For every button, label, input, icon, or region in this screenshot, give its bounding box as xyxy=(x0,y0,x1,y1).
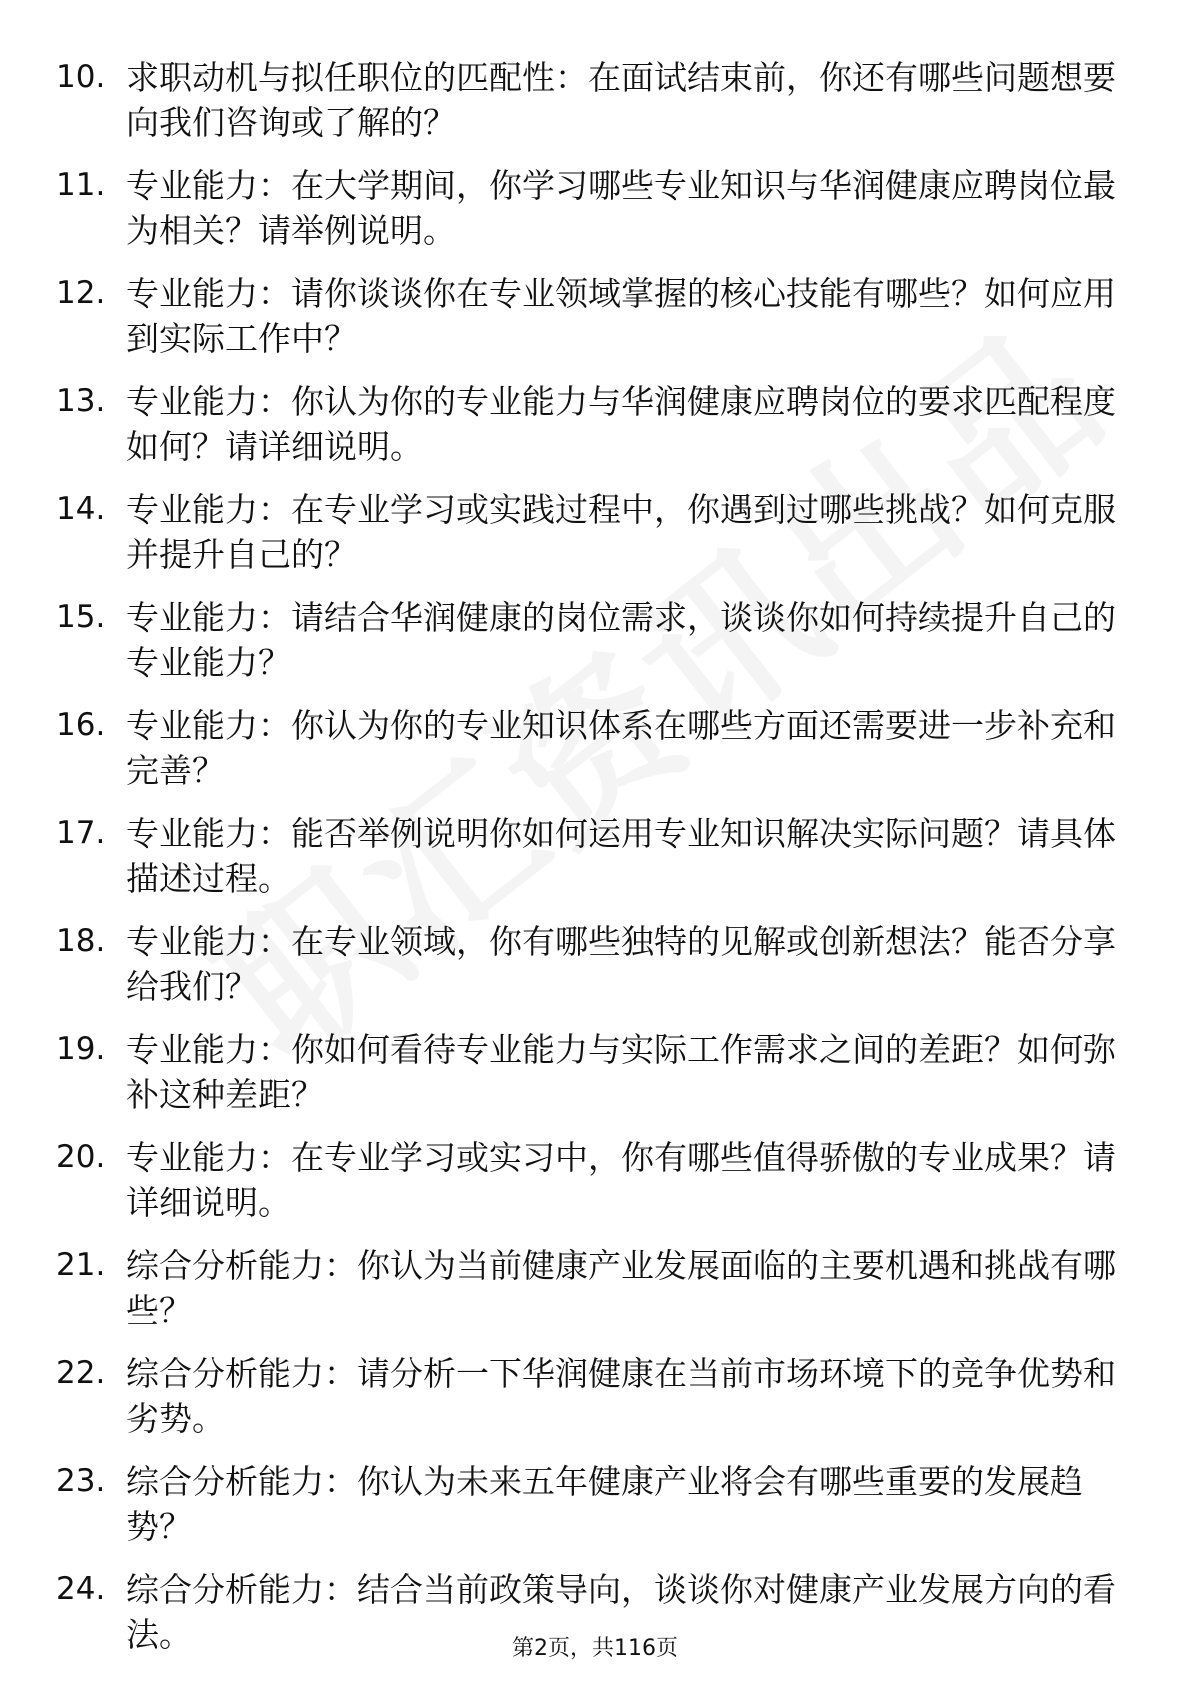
question-item xyxy=(56,1135,1116,1225)
question-text: 专业能力：你认为你的专业知识体系在哪些方面还需要进一步补充和完善？ xyxy=(126,706,1116,790)
question-item xyxy=(56,919,1116,1009)
question-text: 专业能力：在专业学习或实践过程中，你遇到过哪些挑战？如何克服并提升自己的？ xyxy=(126,490,1116,574)
question-number: 15. xyxy=(56,599,106,635)
question-number: 21. xyxy=(56,1247,106,1283)
question-item xyxy=(56,1459,1116,1549)
question-text: 专业能力：能否举例说明你如何运用专业知识解决实际问题？请具体描述过程。 xyxy=(126,814,1116,898)
page-footer xyxy=(0,1631,1190,1662)
question-number: 23. xyxy=(56,1463,106,1499)
question-text: 专业能力：在专业学习或实习中，你有哪些值得骄傲的专业成果？请详细说明。 xyxy=(126,1138,1116,1222)
question-number: 12. xyxy=(56,275,106,311)
question-number: 20. xyxy=(56,1139,106,1175)
question-number: 17. xyxy=(56,815,106,851)
question-item xyxy=(56,1351,1116,1441)
question-item xyxy=(56,379,1116,469)
question-item xyxy=(56,703,1116,793)
question-number: 11. xyxy=(56,167,106,203)
question-number: 14. xyxy=(56,491,106,527)
question-number: 16. xyxy=(56,707,106,743)
question-text: 综合分析能力：结合当前政策导向，谈谈你对健康产业发展方向的看法。 xyxy=(126,1570,1116,1654)
question-item xyxy=(56,811,1116,901)
question-number: 10. xyxy=(56,59,106,95)
question-text: 专业能力：请你谈谈你在专业领域掌握的核心技能有哪些？如何应用到实际工作中？ xyxy=(126,274,1116,358)
question-number: 19. xyxy=(56,1031,106,1067)
question-text: 综合分析能力：你认为当前健康产业发展面临的主要机遇和挑战有哪些？ xyxy=(126,1246,1116,1330)
question-text: 专业能力：你认为你的专业能力与华润健康应聘岗位的要求匹配程度如何？请详细说明。 xyxy=(126,382,1116,466)
question-item xyxy=(56,1243,1116,1333)
question-item xyxy=(56,55,1116,145)
question-text: 综合分析能力：请分析一下华润健康在当前市场环境下的竞争优势和劣势。 xyxy=(126,1354,1116,1438)
question-number: 24. xyxy=(56,1571,106,1607)
question-item xyxy=(56,1027,1116,1117)
question-number: 22. xyxy=(56,1355,106,1391)
question-text: 求职动机与拟任职位的匹配性：在面试结束前，你还有哪些问题想要向我们咨询或了解的？ xyxy=(126,58,1116,142)
question-text: 专业能力：请结合华润健康的岗位需求，谈谈你如何持续提升自己的专业能力？ xyxy=(126,598,1116,682)
question-item xyxy=(56,487,1116,577)
question-text: 专业能力：在专业领域，你有哪些独特的见解或创新想法？能否分享给我们？ xyxy=(126,922,1116,1006)
question-item xyxy=(56,595,1116,685)
question-item xyxy=(56,163,1116,253)
page-number-label: 第2页，共116页 xyxy=(512,1636,678,1661)
question-list xyxy=(56,55,1116,1675)
question-text: 综合分析能力：你认为未来五年健康产业将会有哪些重要的发展趋势？ xyxy=(126,1462,1083,1546)
question-item xyxy=(56,271,1116,361)
question-number: 13. xyxy=(56,383,106,419)
question-text: 专业能力：你如何看待专业能力与实际工作需求之间的差距？如何弥补这种差距？ xyxy=(126,1030,1116,1114)
question-number: 18. xyxy=(56,923,106,959)
question-text: 专业能力：在大学期间，你学习哪些专业知识与华润健康应聘岗位最为相关？请举例说明。 xyxy=(126,166,1116,250)
